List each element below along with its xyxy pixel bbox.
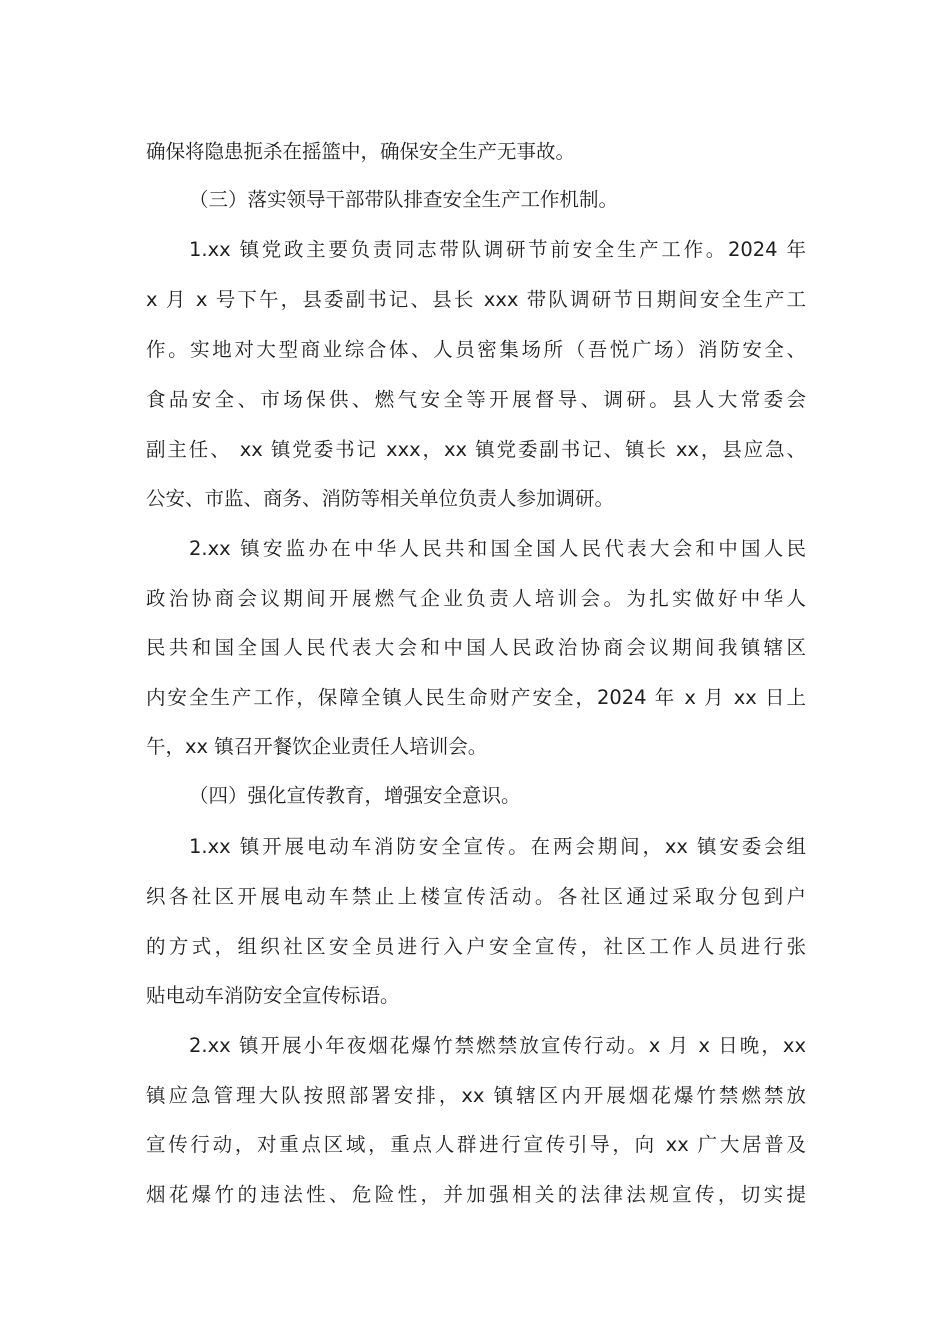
paragraph-line: 2.xx 镇安监办在中华人民共和国全国人民代表大会和中国人民 — [189, 537, 806, 560]
paragraph-line: 1.xx 镇党政主要负责同志带队调研节前安全生产工作。2024 年 — [189, 238, 806, 261]
section-heading-4: （四）强化宣传教育，增强安全意识。 — [189, 784, 521, 807]
paragraph-line: 内安全生产工作，保障全镇人民生命财产安全，2024 年 x 月 xx 日上 — [146, 686, 806, 709]
paragraph-line: 宣传行动，对重点区域，重点人群进行宣传引导，向 xx 广大居普及 — [146, 1133, 806, 1156]
paragraph-line: 确保将隐患扼杀在摇篮中，确保安全生产无事故。 — [146, 140, 576, 163]
paragraph-line: 公安、市监、商务、消防等相关单位负责人参加调研。 — [146, 487, 615, 510]
section-heading-3: （三）落实领导干部带队排查安全生产工作机制。 — [189, 188, 619, 211]
paragraph-line: 食品安全、市场保供、燃气安全等开展督导、调研。县人大常委会 — [146, 388, 806, 411]
paragraph-line: 织各社区开展电动车禁止上楼宣传活动。各社区通过采取分包到户 — [146, 885, 806, 908]
paragraph-line: 副主任、 xx 镇党委书记 xxx，xx 镇党委副书记、镇长 xx，县应急、 — [146, 438, 806, 461]
paragraph-line: x 月 x 号下午，县委副书记、县长 xxx 带队调研节日期间安全生产工 — [146, 288, 806, 311]
paragraph-line: 烟花爆竹的违法性、危险性，并加强相关的法律法规宣传，切实提 — [146, 1183, 806, 1206]
paragraph-line: 镇应急管理大队按照部署安排，xx 镇辖区内开展烟花爆竹禁燃禁放 — [146, 1084, 806, 1107]
paragraph-line: 1.xx 镇开展电动车消防安全宣传。在两会期间，xx 镇安委会组 — [189, 835, 806, 858]
paragraph-line: 作。实地对大型商业综合体、人员密集场所（吾悦广场）消防安全、 — [146, 338, 806, 361]
paragraph-line: 午，xx 镇召开餐饮企业责任人培训会。 — [146, 735, 488, 758]
paragraph-line: 的方式，组织社区安全员进行入户安全宣传，社区工作人员进行张 — [146, 935, 806, 958]
paragraph-line: 贴电动车消防安全宣传标语。 — [146, 984, 400, 1007]
paragraph-line: 民共和国全国人民代表大会和中国人民政治协商会议期间我镇辖区 — [146, 636, 806, 659]
paragraph-line: 2.xx 镇开展小年夜烟花爆竹禁燃禁放宣传行动。x 月 x 日晚，xx — [189, 1034, 806, 1057]
paragraph-line: 政治协商会议期间开展燃气企业负责人培训会。为扎实做好中华人 — [146, 587, 806, 610]
